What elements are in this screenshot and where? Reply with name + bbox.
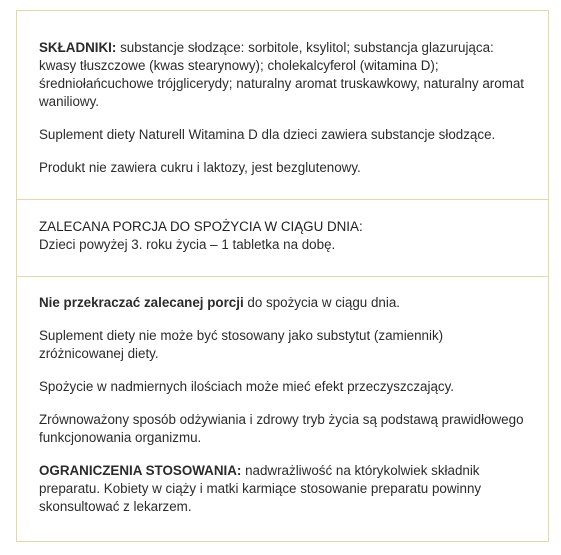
no-exceed-text: do spożycia w ciągu dnia. — [243, 295, 401, 310]
dosage-text: Dzieci powyżej 3. roku życia – 1 tabletka na dobę. — [39, 237, 336, 252]
dosage-heading: ZALECANA PORCJA DO SPOŻYCIA W CIĄGU DNIA: — [39, 219, 363, 234]
restrictions-text: nadwrażliwość na którykolwiek składnik preparatu. Kobiety w ciąży i matki karmiące stosowanie preparatu powinny skonsultować z lekarzem. — [39, 463, 482, 514]
ingredients-paragraph — [39, 39, 528, 111]
lifestyle-note: Zrównoważony sposób odżywiania i zdrowy tryb życia są podstawą prawidłowego funkcjonowania organizmu. — [39, 412, 524, 445]
warnings-section — [17, 276, 548, 541]
restrictions-paragraph — [39, 462, 528, 516]
substitute-note: Suplement diety nie może być stosowany jako substytut (zamiennik) zróżnicowanej diety. — [39, 328, 444, 361]
ingredients-label: SKŁADNIKI: — [39, 40, 117, 55]
dosage-section — [17, 199, 548, 276]
sugar-note: Produkt nie zawiera cukru i laktozy, jest bezglutenowy. — [39, 160, 361, 175]
no-exceed-bold: Nie przekraczać zalecanej porcji — [39, 295, 244, 310]
laxative-note: Spożycie w nadmiernych ilościach może mieć efekt przeczyszczający. — [39, 379, 455, 394]
sweetener-note: Suplement diety Naturell Witamina D dla dzieci zawiera substancje słodzące. — [39, 127, 496, 142]
ingredients-section — [17, 11, 548, 199]
label-panel — [16, 10, 549, 542]
restrictions-label: OGRANICZENIA STOSOWANIA: — [39, 463, 242, 478]
no-exceed-paragraph — [39, 294, 528, 312]
ingredients-text: substancje słodzące: sorbitole, ksylitol; substancja glazurująca: kwasy tłuszczowe (kwas stearynowy); cholekalcyferol (witamina D); średniołańcuchowe trójglicerydy; naturalny aromat truskawkowy, naturalny aromat waniliowy. — [39, 40, 525, 109]
